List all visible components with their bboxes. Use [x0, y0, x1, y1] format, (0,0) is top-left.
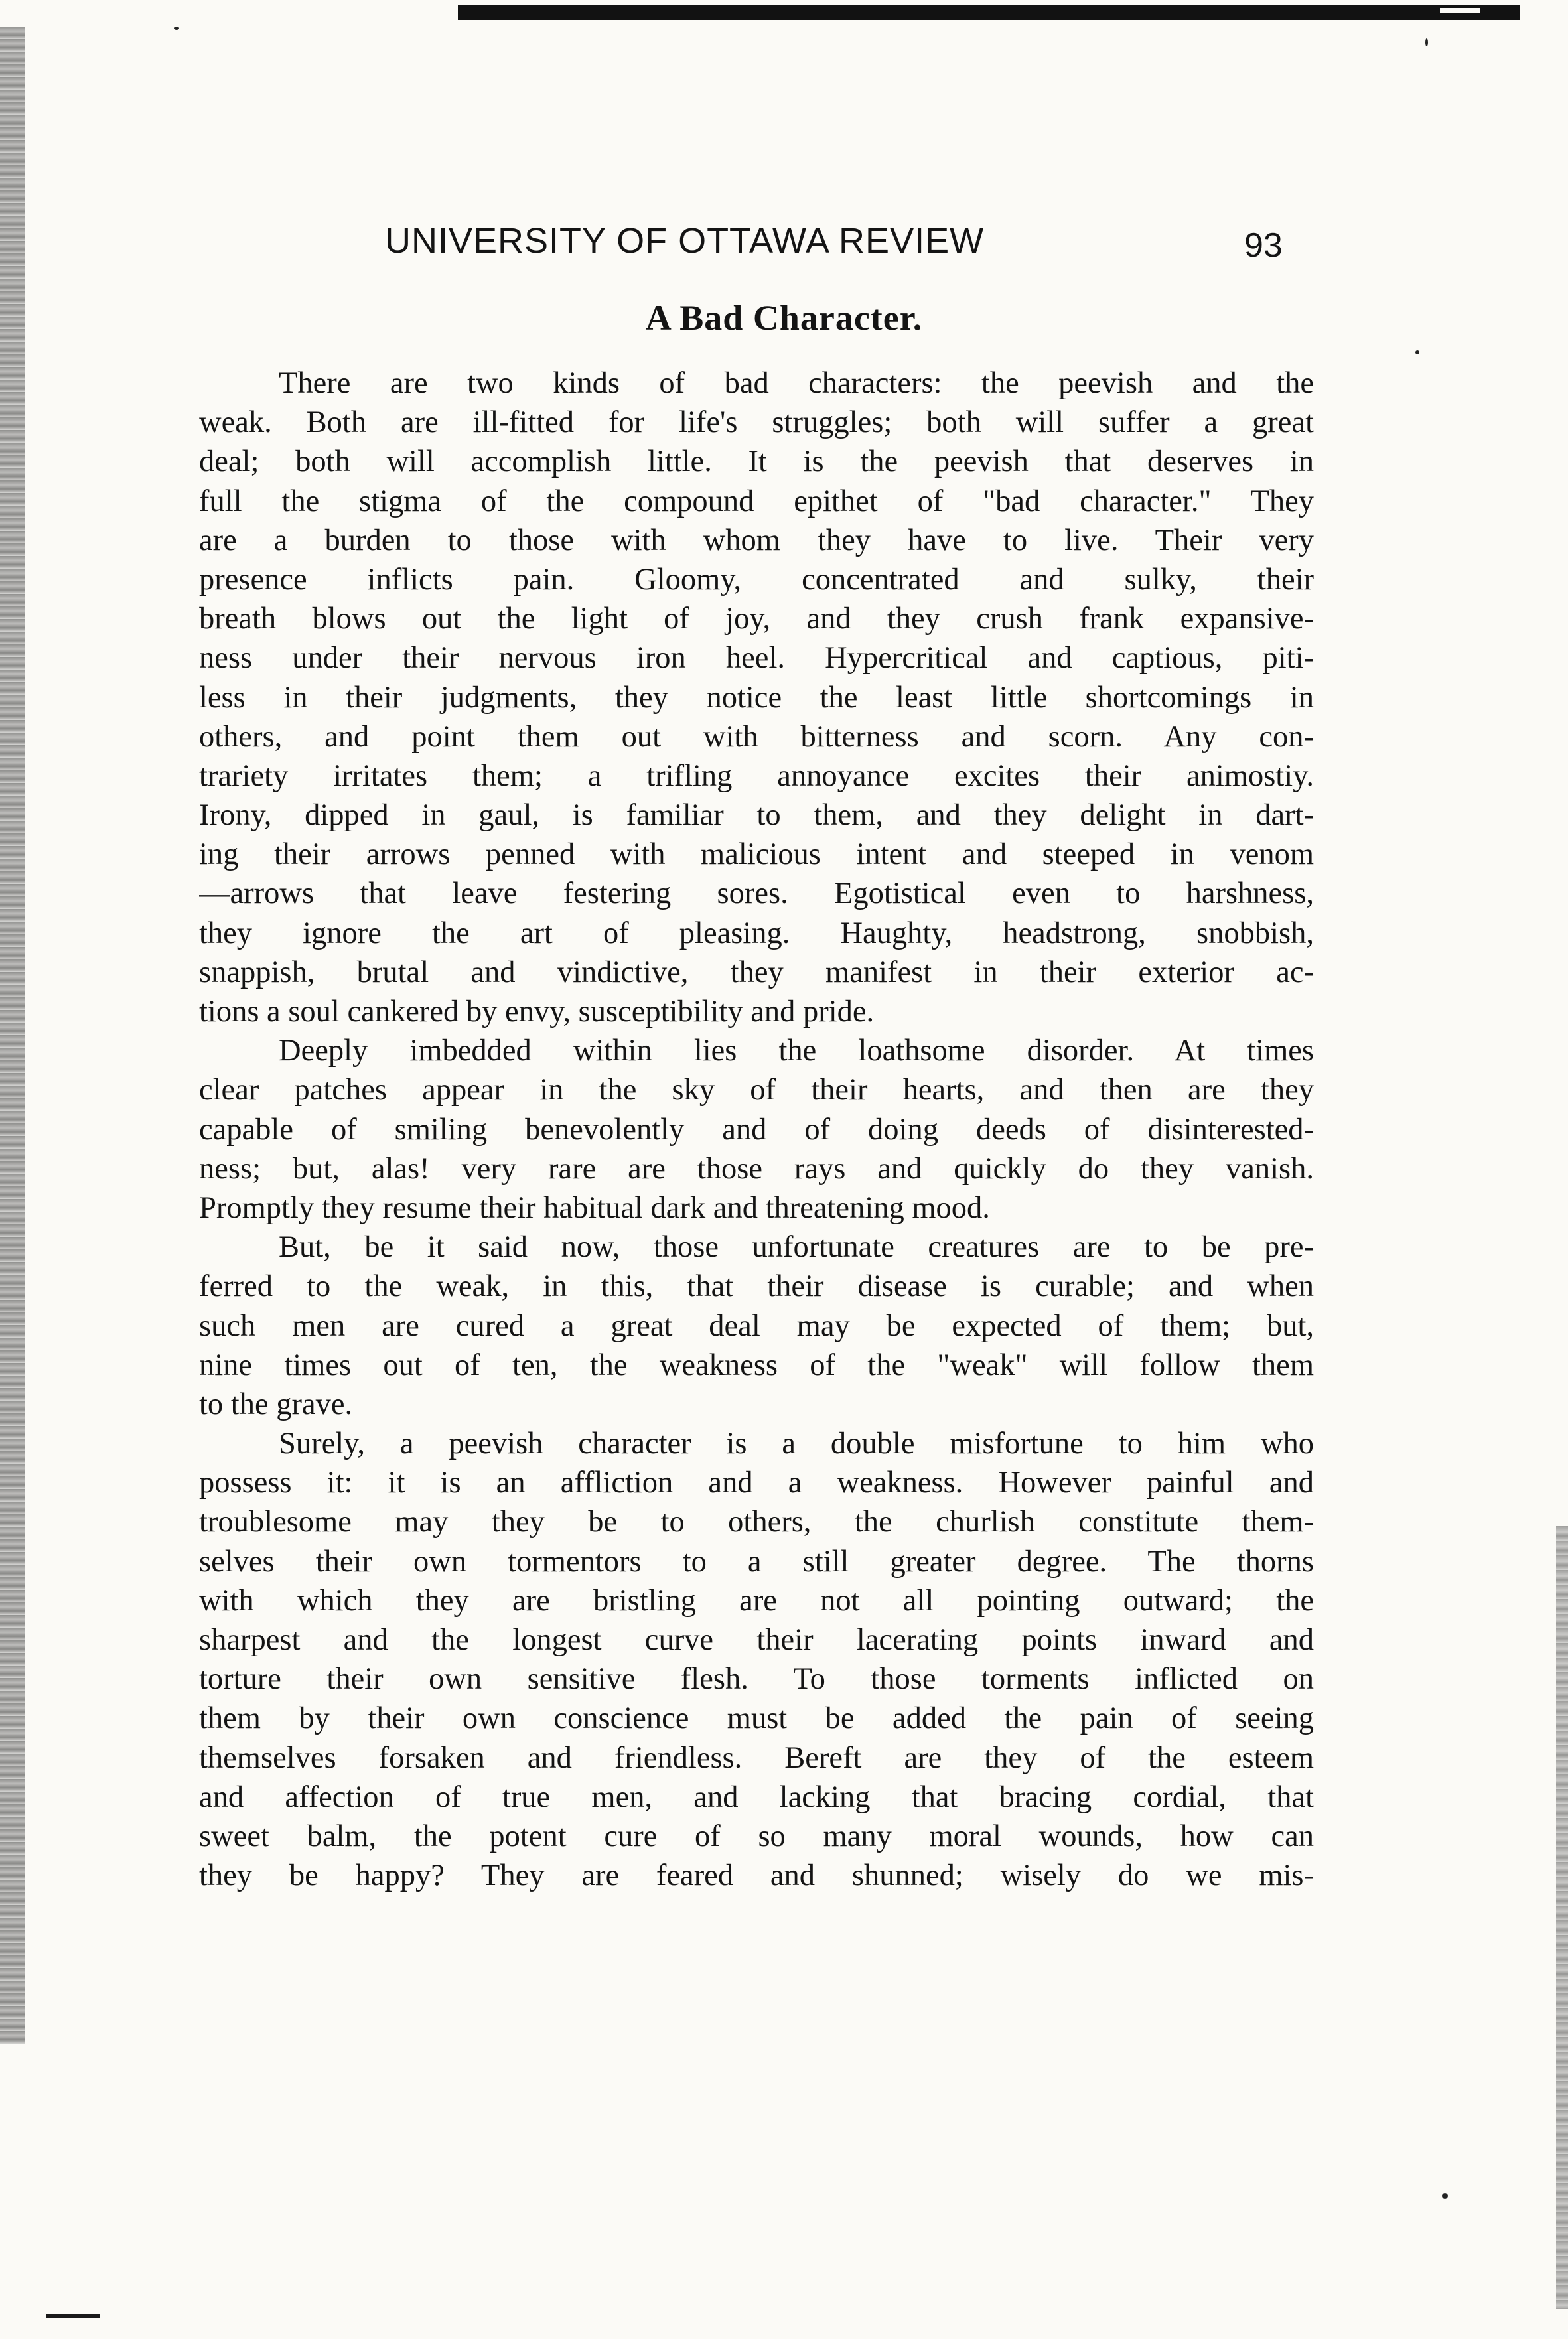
text-line: But, be it said now, those unfortunate creatures are to be pre-	[279, 1230, 1314, 1265]
text-line: sharpest and the longest curve their lacerating points inward and	[199, 1623, 1314, 1657]
ink-speck	[1442, 2193, 1448, 2199]
running-title: UNIVERSITY OF OTTAWA REVIEW	[385, 221, 985, 261]
bottom-mark	[46, 2314, 100, 2318]
text-line: trariety irritates them; a trifling annoyance excites their animostiy.	[199, 758, 1314, 793]
text-line: capable of smiling benevolently and of doing deeds of disinterested-	[199, 1112, 1314, 1147]
page-header	[385, 211, 1314, 271]
text-line: and affection of true men, and lacking that bracing cordial, that	[199, 1780, 1314, 1814]
text-line: them by their own conscience must be added the pain of seeing	[199, 1701, 1314, 1736]
text-line: Deeply imbedded within lies the loathsome disorder. At times	[279, 1034, 1314, 1068]
text-line: less in their judgments, they notice the least little shortcomings in	[199, 680, 1314, 715]
text-line: they be happy? They are feared and shunned; wisely do we mis-	[199, 1859, 1314, 1893]
text-line: with which they are bristling are not all pointing outward; the	[199, 1583, 1314, 1618]
text-line: —arrows that leave festering sores. Egotistical even to harshness,	[199, 877, 1314, 911]
text-line: they ignore the art of pleasing. Haughty, headstrong, snobbish,	[199, 916, 1314, 950]
text-line: ferred to the weak, in this, that their disease is curable; and when	[199, 1269, 1314, 1304]
ink-speck	[1425, 38, 1428, 46]
ink-speck	[1415, 350, 1419, 354]
text-line: weak. Both are ill-fitted for life's struggles; both will suffer a great	[199, 405, 1314, 440]
paragraph-2	[199, 1031, 1314, 1228]
text-line: ness; but, alas! very rare are those rays and quickly do they vanish.	[199, 1151, 1314, 1186]
page-number: 93	[1244, 226, 1283, 265]
text-line: themselves forsaken and friendless. Bereft are they of the esteem	[199, 1740, 1314, 1775]
text-line: to the grave.	[199, 1387, 353, 1421]
article-body	[199, 364, 1314, 1895]
scanned-page-edge-right	[1556, 1526, 1568, 2309]
text-line: tions a soul cankered by envy, susceptibility and pride.	[199, 995, 875, 1028]
text-line: full the stigma of the compound epithet of "bad character." They	[199, 484, 1314, 518]
top-rule	[458, 5, 1520, 20]
text-line: troublesome may they be to others, the churlish constitute them-	[199, 1505, 1314, 1539]
text-line: Promptly they resume their habitual dark and threatening mood.	[199, 1190, 990, 1225]
article-title: A Bad Character.	[645, 298, 923, 338]
text-line: torture their own sensitive flesh. To those torments inflicted on	[199, 1662, 1314, 1697]
paragraph-4	[199, 1424, 1314, 1895]
text-line: possess it: it is an affliction and a weakness. However painful and	[199, 1466, 1314, 1500]
text-line: selves their own tormentors to a still greater degree. The thorns	[199, 1544, 1314, 1579]
text-line: ing their arrows penned with malicious intent and steeped in venom	[199, 837, 1314, 872]
text-line: Surely, a peevish character is a double misfortune to him who	[279, 1427, 1314, 1461]
text-line: snappish, brutal and vindictive, they manifest in their exterior ac-	[199, 955, 1314, 989]
text-line: are a burden to those with whom they have to live. Their very	[199, 523, 1314, 557]
text-line: such men are cured a great deal may be expected of them; but,	[199, 1309, 1314, 1343]
text-line: breath blows out the light of joy, and they crush frank expansive-	[199, 602, 1314, 636]
text-line: presence inflicts pain. Gloomy, concentrated and sulky, their	[199, 562, 1314, 597]
text-line: There are two kinds of bad characters: the peevish and the	[279, 366, 1314, 400]
text-line: nine times out of ten, the weakness of the "weak" will follow them	[199, 1348, 1314, 1382]
text-line: sweet balm, the potent cure of so many moral wounds, how can	[199, 1819, 1314, 1853]
text-line: others, and point them out with bitterness and scorn. Any con-	[199, 719, 1314, 754]
text-line: clear patches appear in the sky of their hearts, and then are they	[199, 1073, 1314, 1107]
text-line: ness under their nervous iron heel. Hypercritical and captious, piti-	[199, 641, 1314, 675]
text-line: deal; both will accomplish little. It is the peevish that deserves in	[199, 445, 1314, 479]
paragraph-3	[199, 1228, 1314, 1424]
ink-speck	[174, 27, 179, 30]
paragraph-1	[199, 364, 1314, 1031]
text-line: Irony, dipped in gaul, is familiar to them, and they delight in dart-	[199, 798, 1314, 833]
